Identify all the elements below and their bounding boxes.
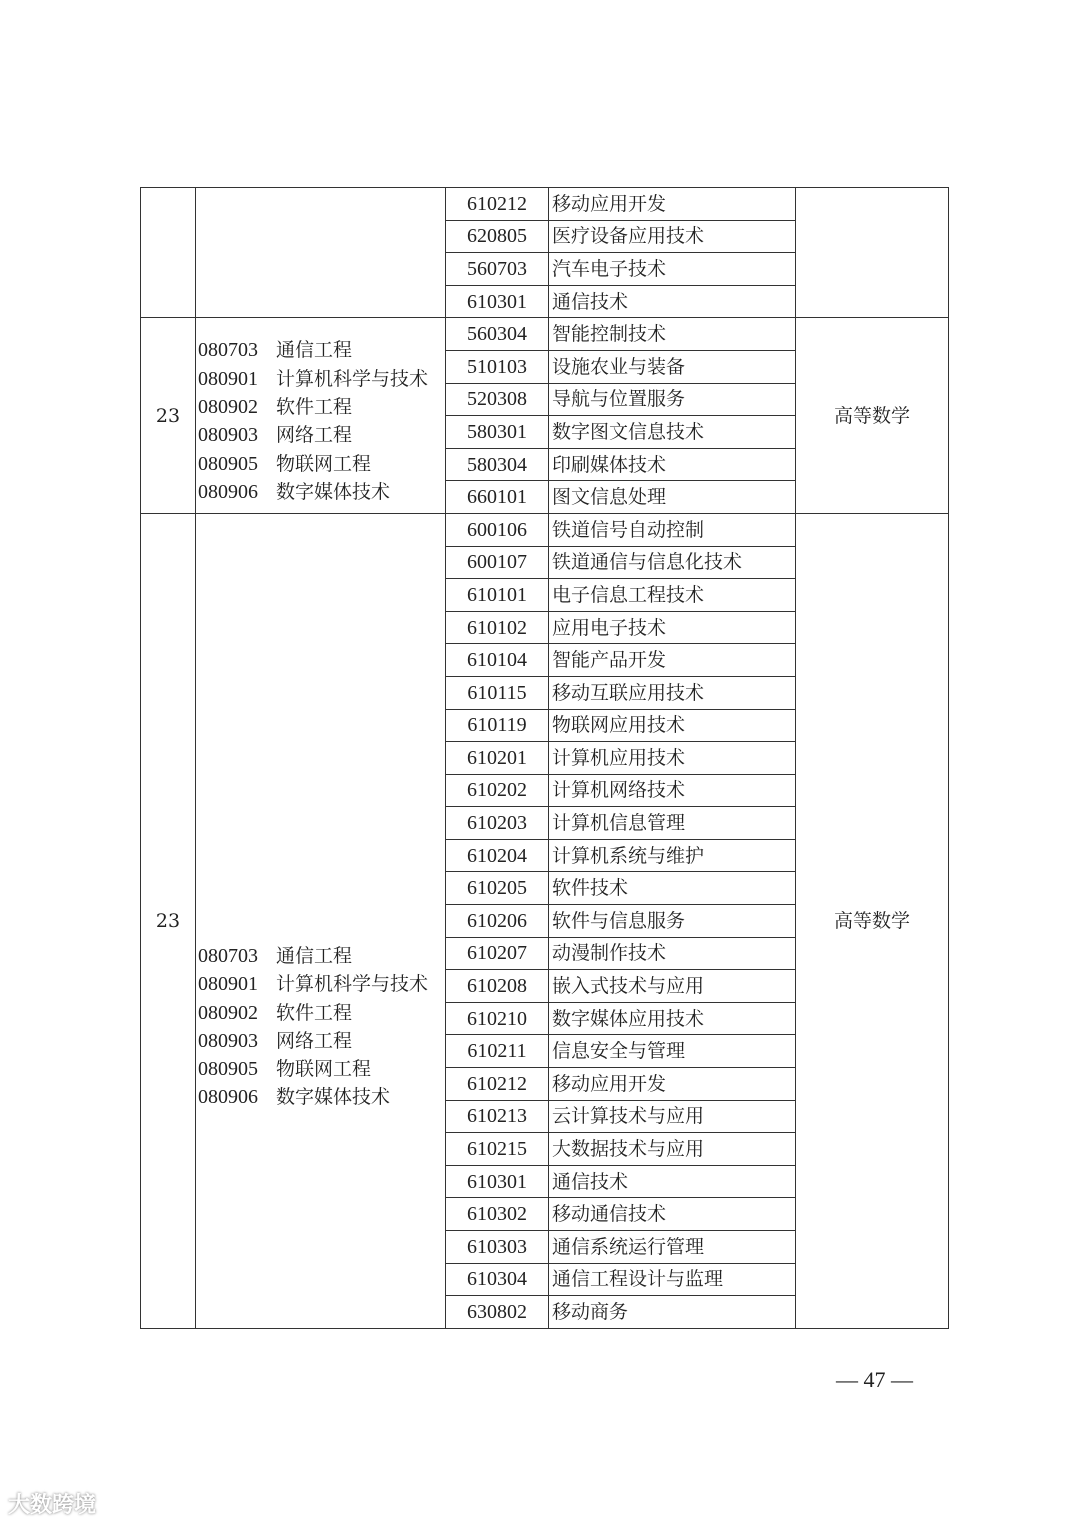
major-code: 610301	[446, 1165, 549, 1198]
table-row	[141, 318, 949, 351]
specialty-code: 080903	[198, 424, 258, 447]
specialty-code: 080905	[198, 1058, 258, 1081]
specialty-code: 080902	[198, 395, 258, 418]
major-code: 610202	[446, 774, 549, 807]
major-name: 导航与位置服务	[549, 383, 796, 416]
table-row	[141, 513, 949, 546]
major-code: 610215	[446, 1133, 549, 1166]
major-code: 610104	[446, 644, 549, 677]
major-name: 通信技术	[549, 285, 796, 318]
major-code: 600107	[446, 546, 549, 579]
specialty-item	[198, 393, 428, 421]
specialty-name: 通信工程	[276, 339, 353, 362]
major-name: 大数据技术与应用	[549, 1133, 796, 1166]
specialty-item	[198, 1055, 428, 1083]
major-name: 医疗设备应用技术	[549, 220, 796, 253]
row-index: 23	[141, 318, 196, 514]
specialty-item	[198, 970, 428, 998]
major-name: 计算机应用技术	[549, 742, 796, 775]
major-code: 610102	[446, 611, 549, 644]
major-name: 设施农业与装备	[549, 350, 796, 383]
major-name: 数字图文信息技术	[549, 416, 796, 449]
major-name: 移动互联应用技术	[549, 676, 796, 709]
specialty-code: 080901	[198, 367, 258, 390]
specialty-name: 网络工程	[276, 1029, 353, 1052]
specialty-item	[198, 1083, 428, 1111]
major-name: 铁道信号自动控制	[549, 513, 796, 546]
major-name: 图文信息处理	[549, 481, 796, 514]
major-code: 610210	[446, 1002, 549, 1035]
major-code: 580301	[446, 416, 549, 449]
specialty-code: 080906	[198, 480, 258, 503]
row-index: 23	[141, 513, 196, 1328]
watermark-logo: 大数跨境	[8, 1493, 97, 1518]
major-name: 计算机网络技术	[549, 774, 796, 807]
major-name: 移动应用开发	[549, 1068, 796, 1101]
major-code: 610204	[446, 839, 549, 872]
major-name: 嵌入式技术与应用	[549, 970, 796, 1003]
specialty-name: 通信工程	[276, 944, 353, 967]
specialty-item	[198, 421, 428, 449]
exam-subject: 高等数学	[796, 318, 949, 514]
major-name: 智能控制技术	[549, 318, 796, 351]
specialty-code: 080902	[198, 1001, 258, 1024]
page-number: — 47 —	[836, 1367, 913, 1392]
specialty-code: 080703	[198, 944, 258, 967]
major-name: 汽车电子技术	[549, 253, 796, 286]
specialty-list	[198, 336, 428, 506]
major-name: 移动应用开发	[549, 188, 796, 221]
specialty-item	[198, 365, 428, 393]
major-name: 物联网应用技术	[549, 709, 796, 742]
specialty-item	[198, 1027, 428, 1055]
major-code: 610212	[446, 1068, 549, 1101]
specialty-name: 计算机科学与技术	[276, 367, 429, 390]
table-row	[141, 188, 949, 221]
major-name: 动漫制作技术	[549, 937, 796, 970]
major-name: 通信系统运行管理	[549, 1231, 796, 1264]
major-code: 610302	[446, 1198, 549, 1231]
major-code: 610213	[446, 1100, 549, 1133]
major-name: 软件与信息服务	[549, 905, 796, 938]
major-name: 计算机信息管理	[549, 807, 796, 840]
specialty-code: 080903	[198, 1029, 258, 1052]
undergrad-specialties-cell	[196, 318, 446, 514]
major-name: 云计算技术与应用	[549, 1100, 796, 1133]
major-name: 应用电子技术	[549, 611, 796, 644]
specialty-name: 计算机科学与技术	[276, 973, 429, 996]
major-code: 560304	[446, 318, 549, 351]
specialty-name: 物联网工程	[276, 452, 372, 475]
major-code: 610212	[446, 188, 549, 221]
major-name: 印刷媒体技术	[549, 448, 796, 481]
specialty-name: 软件工程	[276, 395, 353, 418]
major-name: 软件技术	[549, 872, 796, 905]
exam-subject: 高等数学	[796, 513, 949, 1328]
major-code: 610101	[446, 579, 549, 612]
major-code: 610115	[446, 676, 549, 709]
major-code: 630802	[446, 1296, 549, 1329]
specialty-code: 080906	[198, 1086, 258, 1109]
major-name: 通信技术	[549, 1165, 796, 1198]
undergrad-specialties-cell	[196, 513, 446, 1328]
major-code: 610208	[446, 970, 549, 1003]
row-index	[141, 188, 196, 318]
specialty-item	[198, 336, 428, 364]
major-code: 610201	[446, 742, 549, 775]
major-code: 510103	[446, 350, 549, 383]
major-name: 移动商务	[549, 1296, 796, 1329]
specialty-code: 080703	[198, 339, 258, 362]
major-name: 数字媒体应用技术	[549, 1002, 796, 1035]
major-code: 620805	[446, 220, 549, 253]
major-code: 610211	[446, 1035, 549, 1068]
major-code: 580304	[446, 448, 549, 481]
major-name: 铁道通信与信息化技术	[549, 546, 796, 579]
major-code: 610119	[446, 709, 549, 742]
major-name: 计算机系统与维护	[549, 839, 796, 872]
major-name: 电子信息工程技术	[549, 579, 796, 612]
major-name: 智能产品开发	[549, 644, 796, 677]
specialty-code: 080905	[198, 452, 258, 475]
major-code: 610301	[446, 285, 549, 318]
specialty-name: 网络工程	[276, 424, 353, 447]
major-code: 610205	[446, 872, 549, 905]
major-code: 610206	[446, 905, 549, 938]
major-code: 610207	[446, 937, 549, 970]
major-name: 通信工程设计与监理	[549, 1263, 796, 1296]
major-code: 660101	[446, 481, 549, 514]
major-code: 610303	[446, 1231, 549, 1264]
major-name: 信息安全与管理	[549, 1035, 796, 1068]
undergrad-specialties-cell	[196, 188, 446, 318]
specialty-item	[198, 450, 428, 478]
specialty-list	[198, 942, 428, 1112]
specialty-item	[198, 999, 428, 1027]
specialty-name: 数字媒体技术	[276, 480, 391, 503]
specialty-name: 数字媒体技术	[276, 1086, 391, 1109]
exam-subject	[796, 188, 949, 318]
major-name: 移动通信技术	[549, 1198, 796, 1231]
specialty-item	[198, 942, 428, 970]
specialty-name: 软件工程	[276, 1001, 353, 1024]
majors-table	[140, 187, 949, 1329]
major-code: 610304	[446, 1263, 549, 1296]
specialty-code: 080901	[198, 973, 258, 996]
specialty-name: 物联网工程	[276, 1058, 372, 1081]
major-code: 560703	[446, 253, 549, 286]
major-code: 600106	[446, 513, 549, 546]
major-code: 520308	[446, 383, 549, 416]
specialty-item	[198, 478, 428, 506]
major-code: 610203	[446, 807, 549, 840]
